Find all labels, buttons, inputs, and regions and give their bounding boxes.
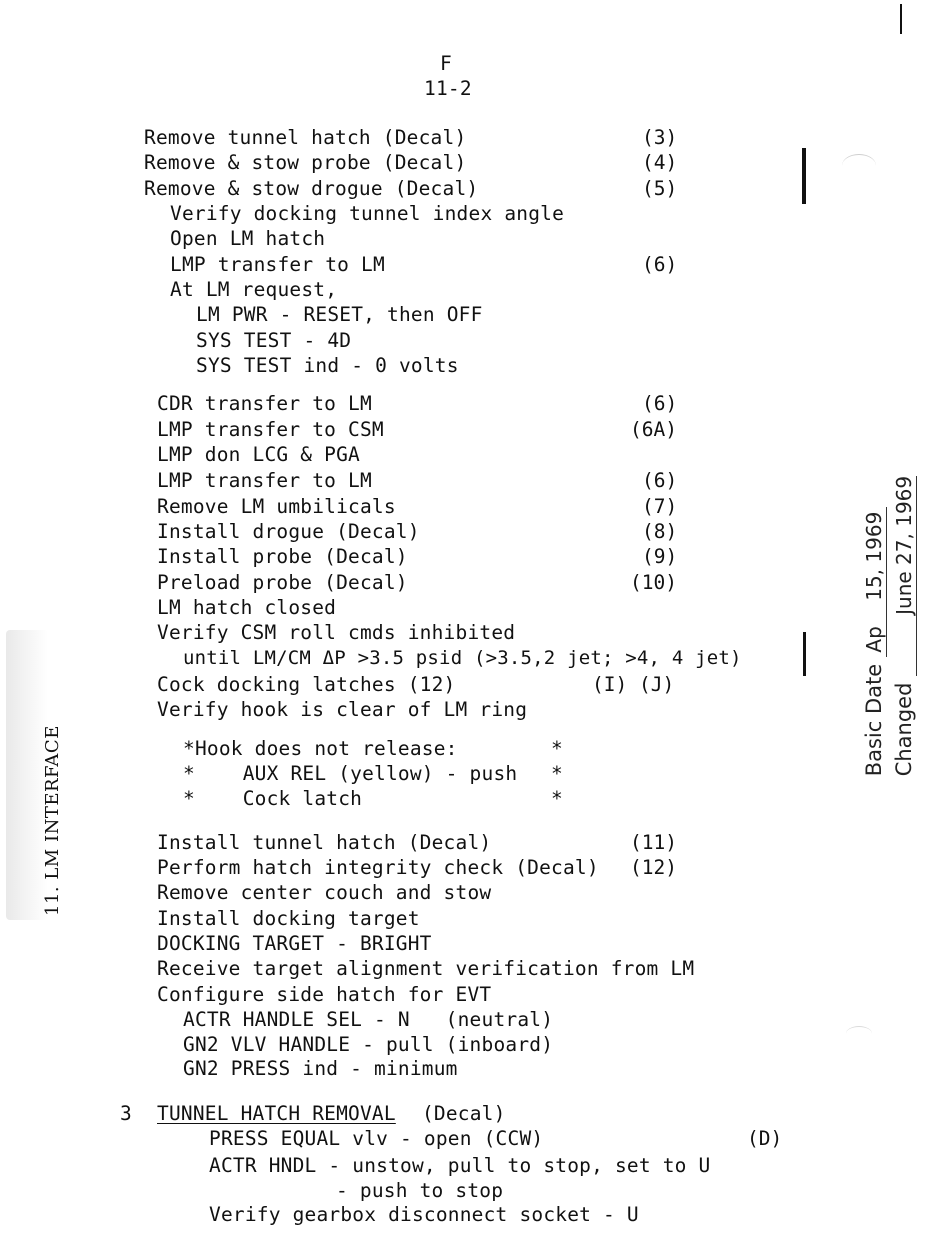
decal-reference: (5) [642,177,678,200]
section-title: TUNNEL HATCH REMOVAL [157,1102,396,1125]
decal-reference: (7) [642,495,678,518]
procedure-line: LM hatch closed [157,596,337,619]
procedure-line: until LM/CM ΔP >3.5 psid (>3.5,2 jet; >4, 4 jet) [183,647,742,669]
procedure-line: DOCKING TARGET - BRIGHT [157,932,432,955]
decal-reference: (10) [630,571,677,594]
contingency-star: * [551,762,563,785]
procedure-step: - push to stop [336,1179,504,1202]
basic-date-label: Basic Date [862,663,886,777]
procedure-step: ACTR HNDL - unstow, pull to stop, set to U [209,1154,711,1177]
changed-date-stamp [868,476,941,803]
procedure-line: LM PWR - RESET, then OFF [196,303,483,326]
procedure-line: Verify hook is clear of LM ring [157,698,528,721]
procedure-line: Install probe (Decal) [157,545,408,568]
procedure-line: Open LM hatch [170,227,326,250]
contingency-line: *Hook does not release: [183,737,458,760]
procedure-line: Verify CSM roll cmds inhibited [157,621,516,644]
decal-reference: (3) [642,126,678,149]
procedure-line: Install docking target [157,907,420,930]
paper-smudge [842,154,876,177]
procedure-line: GN2 VLV HANDLE - pull (inboard) [183,1033,554,1056]
decal-reference: (11) [630,831,677,854]
changed-date-value: June 27, 1969 [892,476,917,676]
procedure-line: SYS TEST - 4D [196,329,352,352]
decal-reference: (4) [642,151,678,174]
procedure-line: CDR transfer to LM [157,392,372,415]
basic-date-value: Ap 15, 1969 [862,507,887,657]
procedure-line: LMP transfer to LM [170,253,385,276]
procedure-line: Install tunnel hatch (Decal) [157,831,492,854]
section-tab-label: 11. LM INTERFACE [42,725,63,916]
decal-reference: (6) [642,253,678,276]
decal-reference: (8) [642,520,678,543]
changed-date-label: Changed [892,682,916,777]
page-number: 11-2 [424,77,472,100]
decal-reference: (9) [642,545,678,568]
contingency-star: * [551,737,563,760]
section-letter: F [440,52,452,75]
procedure-line: Verify docking tunnel index angle [170,202,565,225]
decal-reference: (6) [642,392,678,415]
section-title-suffix: (Decal) [410,1102,506,1125]
section-number: 3 [120,1102,132,1125]
procedure-step: Verify gearbox disconnect socket - U [209,1203,639,1226]
contingency-line: * AUX REL (yellow) - push [183,762,518,785]
decal-reference: (12) [630,856,677,879]
procedure-step: PRESS EQUAL vlv - open (CCW) [209,1127,544,1150]
contingency-line: * Cock latch [183,787,363,810]
procedure-line: Remove tunnel hatch (Decal) [144,126,467,149]
procedure-line: Remove center couch and stow [157,881,492,904]
procedure-line: Remove & stow drogue (Decal) [144,177,479,200]
procedure-line: Install drogue (Decal) [157,520,420,543]
procedure-line: LMP don LCG & PGA [157,443,360,466]
procedure-line: SYS TEST ind - 0 volts [196,354,459,377]
procedure-line: Remove LM umbilicals [157,495,396,518]
procedure-line: LMP transfer to CSM [157,418,384,441]
figure-reference: (D) [747,1127,783,1150]
paper-smudge [846,1026,872,1041]
figure-reference: (I) (J) [592,673,675,696]
change-bar [802,148,806,204]
contingency-star: * [551,787,563,810]
procedure-line: ACTR HANDLE SEL - N (neutral) [183,1008,554,1031]
procedure-line: Cock docking latches (12) [157,673,456,696]
change-bar [900,4,902,34]
procedure-line: Remove & stow probe (Decal) [144,151,467,174]
procedure-line: Perform hatch integrity check (Decal) [157,856,599,879]
change-bar [803,632,806,676]
procedure-line: LMP transfer to LM [157,469,372,492]
procedure-line: Preload probe (Decal) [157,571,408,594]
procedure-line: Receive target alignment verification from LM [157,957,695,980]
procedure-line: GN2 PRESS ind - minimum [183,1057,458,1080]
decal-reference: (6) [642,469,678,492]
decal-reference: (6A) [630,418,677,441]
procedure-line: Configure side hatch for EVT [157,983,492,1006]
procedure-line: At LM request, [170,278,338,301]
